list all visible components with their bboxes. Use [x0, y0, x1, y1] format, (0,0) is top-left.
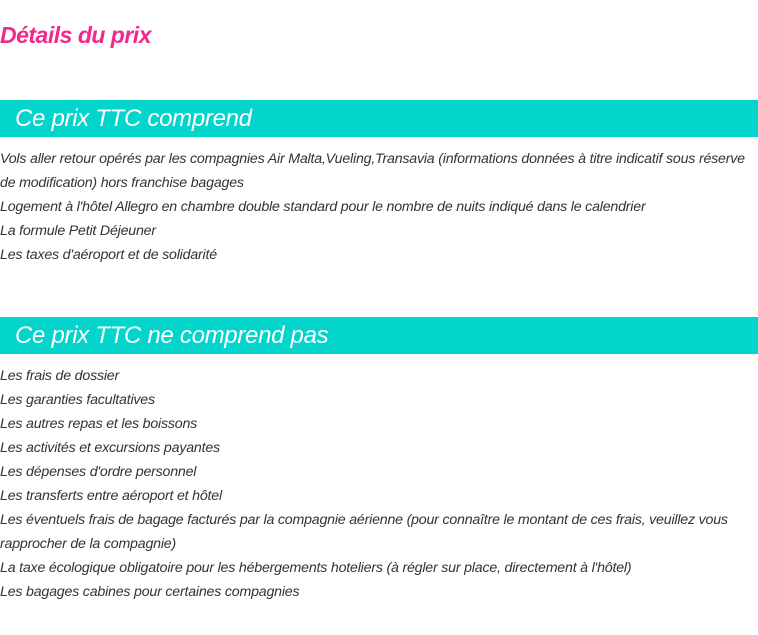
list-item: Les bagages cabines pour certaines compagnies: [0, 584, 300, 600]
list-item: Les activités et excursions payantes: [0, 440, 220, 456]
page-title: Détails du prix: [0, 22, 151, 48]
list-item: Logement à l'hôtel Allegro en chambre double standard pour le nombre de nuits indiqué dans le calendrier: [0, 199, 646, 215]
list-item: Les dépenses d'ordre personnel: [0, 464, 197, 480]
included-section-header: Ce prix TTC comprend: [0, 100, 758, 137]
list-item: Les éventuels frais de bagage facturés par la compagnie aérienne (pour connaître le montant de ces frais, veuillez vous rapprocher de la compagnie): [0, 512, 728, 552]
list-item: Vols aller retour opérés par les compagnies Air Malta,Vueling,Transavia (informations données à titre indicatif sous réserve de modification) hors franchise bagages: [0, 151, 745, 191]
list-item: Les garanties facultatives: [0, 392, 155, 408]
list-item: Les frais de dossier: [0, 368, 120, 384]
included-list: [0, 147, 758, 267]
list-item: La formule Petit Déjeuner: [0, 223, 156, 239]
list-item: Les taxes d'aéroport et de solidarité: [0, 247, 217, 263]
excluded-list: [0, 364, 758, 604]
list-item: La taxe écologique obligatoire pour les hébergements hoteliers (à régler sur place, directement à l'hôtel): [0, 560, 632, 576]
list-item: Les autres repas et les boissons: [0, 416, 198, 432]
excluded-section-header: Ce prix TTC ne comprend pas: [0, 317, 758, 354]
list-item: Les transferts entre aéroport et hôtel: [0, 488, 222, 504]
